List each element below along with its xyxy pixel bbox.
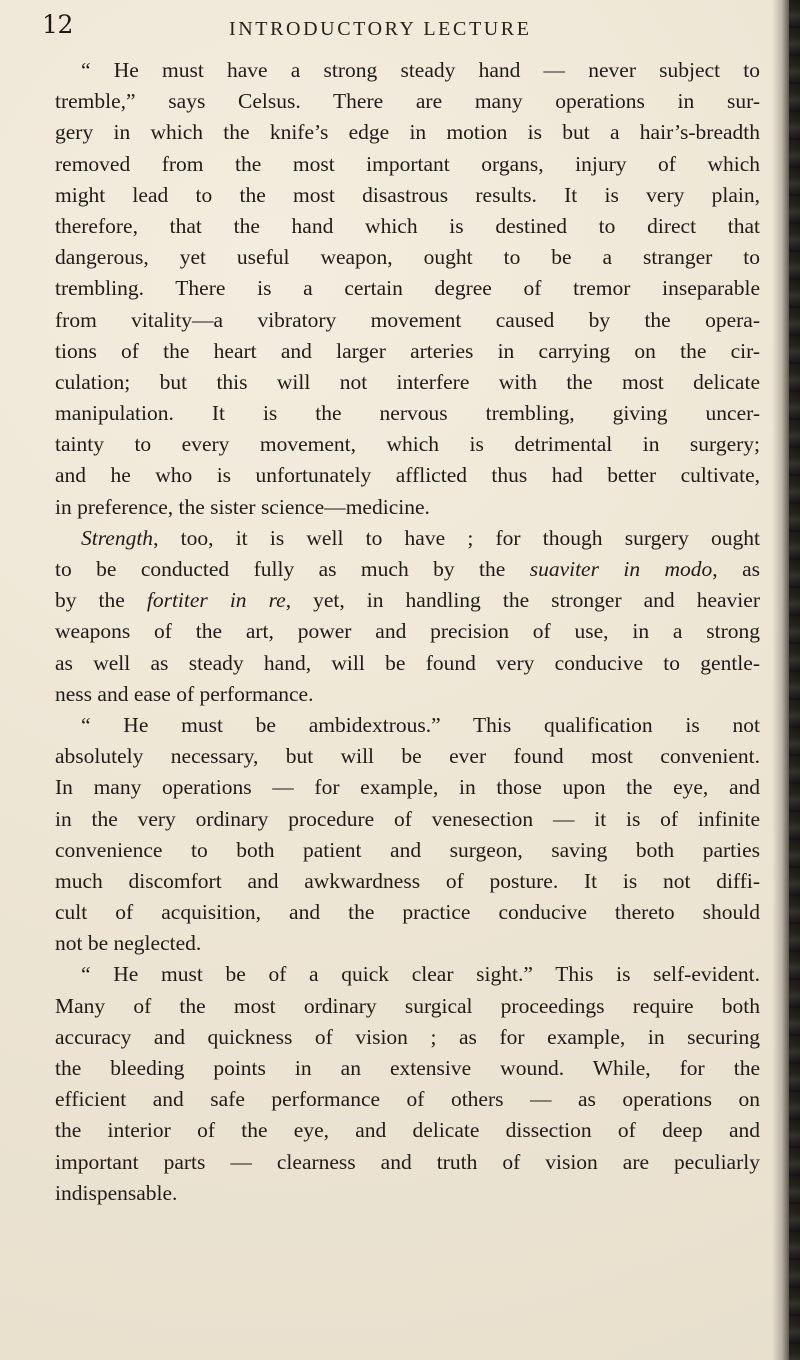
italic-text-segment: suaviter in modo [529,557,713,581]
text-line [55,460,760,491]
text-line [55,648,760,679]
text-segment: manipulation. It is the nervous trembling, giving uncer- [55,401,760,426]
text-segment: accuracy and quickness of vision ; as for example, in securing [55,1024,760,1049]
text-line [55,305,760,336]
text-line [55,616,760,647]
text-segment: dangerous, yet useful weapon, ought to be a stranger to [55,245,760,270]
text-line [55,928,760,959]
text-line [55,679,760,710]
text-segment: Many of the most ordinary surgical proceedings require both [55,993,760,1018]
text-segment: efficient and safe performance of others — as operations on [55,1087,760,1112]
text-segment: tainty to every movement, which is detrimental in surgery; [55,432,760,457]
text-line [55,492,760,523]
text-line [55,959,760,990]
text-segment: gery in which the knife’s edge in motion is but a hair’s-breadth [55,120,760,145]
page-edge [772,0,800,1360]
text-segment: removed from the most important organs, injury of which [55,151,760,176]
text-segment: the interior of the eye, and delicate dissection of deep and [55,1118,760,1143]
text-line [55,897,760,928]
text-segment: culation; but this will not interfere with the most delicate [55,369,760,394]
text-segment: weapons of the art, power and precision of use, in a strong [55,619,760,644]
text-line [55,835,760,866]
text-line [55,242,760,273]
text-line [55,117,760,148]
text-segment: cult of acquisition, and the practice conducive thereto should [55,900,760,925]
text-segment: tremble,” says Celsus. There are many operations in sur- [55,89,760,114]
text-segment: convenience to both patient and surgeon, saving both parties [55,837,760,862]
text-line [55,991,760,1022]
text-segment: “ He must be ambidextrous.” This qualification is not [81,712,760,737]
text-line [55,804,760,835]
text-segment: indispensable. [55,1180,178,1205]
text-segment: ness and ease of performance. [55,681,314,706]
text-segment: tions of the heart and larger arteries in carrying on the cir- [55,338,760,363]
text-line [55,273,760,304]
text-line [55,585,760,616]
text-line [55,741,760,772]
text-line [55,772,760,803]
text-segment: absolutely necessary, but will be ever found most convenient. [55,744,760,769]
text-segment: not be neglected. [55,931,202,956]
text-line [55,554,760,585]
body-text [55,55,760,1209]
text-segment: as well as steady hand, will be found very conducive to gentle- [55,650,760,675]
text-segment: therefore, that the hand which is destined to direct that [55,213,760,238]
text-segment: in the very ordinary procedure of venesection — it is of infinite [55,806,760,831]
text-segment: , yet, in handling the stronger and heavier [285,588,760,613]
text-line [55,1178,760,1209]
page-number: 12 [42,10,74,39]
text-line [55,86,760,117]
text-line [55,866,760,897]
text-segment: In many operations — for example, in those upon the eye, and [55,775,760,800]
text-segment: trembling. There is a certain degree of tremor inseparable [55,276,760,301]
text-line [55,367,760,398]
text-line [55,55,760,86]
text-line [55,1084,760,1115]
running-title: INTRODUCTORY LECTURE [229,18,532,40]
text-line [55,1053,760,1084]
text-segment: , too, it is well to have ; for though surgery ought [153,525,760,550]
running-head [42,12,758,40]
text-segment: “ He must be of a quick clear sight.” This is self-evident. [81,962,760,987]
text-segment: in preference, the sister science—medicine. [55,494,430,519]
text-segment: the bleeding points in an extensive wound. While, for the [55,1056,760,1080]
text-segment: , as [712,557,760,581]
text-segment: and he who is unfortunately afflicted thus had better cultivate, [55,463,760,488]
text-line [55,149,760,180]
text-segment: from vitality—a vibratory movement caused by the opera- [55,307,760,332]
italic-text-segment: fortiter in re [146,588,286,613]
text-line [55,1022,760,1053]
text-segment: “ He must have a strong steady hand — never subject to [81,58,760,82]
text-line [55,429,760,460]
text-line [55,523,760,554]
text-segment: might lead to the most disastrous results. It is very plain, [55,182,760,207]
text-line [55,398,760,429]
text-line [55,710,760,741]
text-segment: by the [55,588,147,613]
text-line [55,1115,760,1146]
text-line [55,1147,760,1178]
italic-text-segment: Strength [81,525,154,550]
text-line [55,180,760,211]
text-line [55,211,760,242]
text-segment: to be conducted fully as much by the [55,557,530,581]
text-segment: important parts — clearness and truth of vision are peculiarly [55,1149,760,1174]
text-segment: much discomfort and awkwardness of posture. It is not diffi- [55,868,760,893]
text-line [55,336,760,367]
